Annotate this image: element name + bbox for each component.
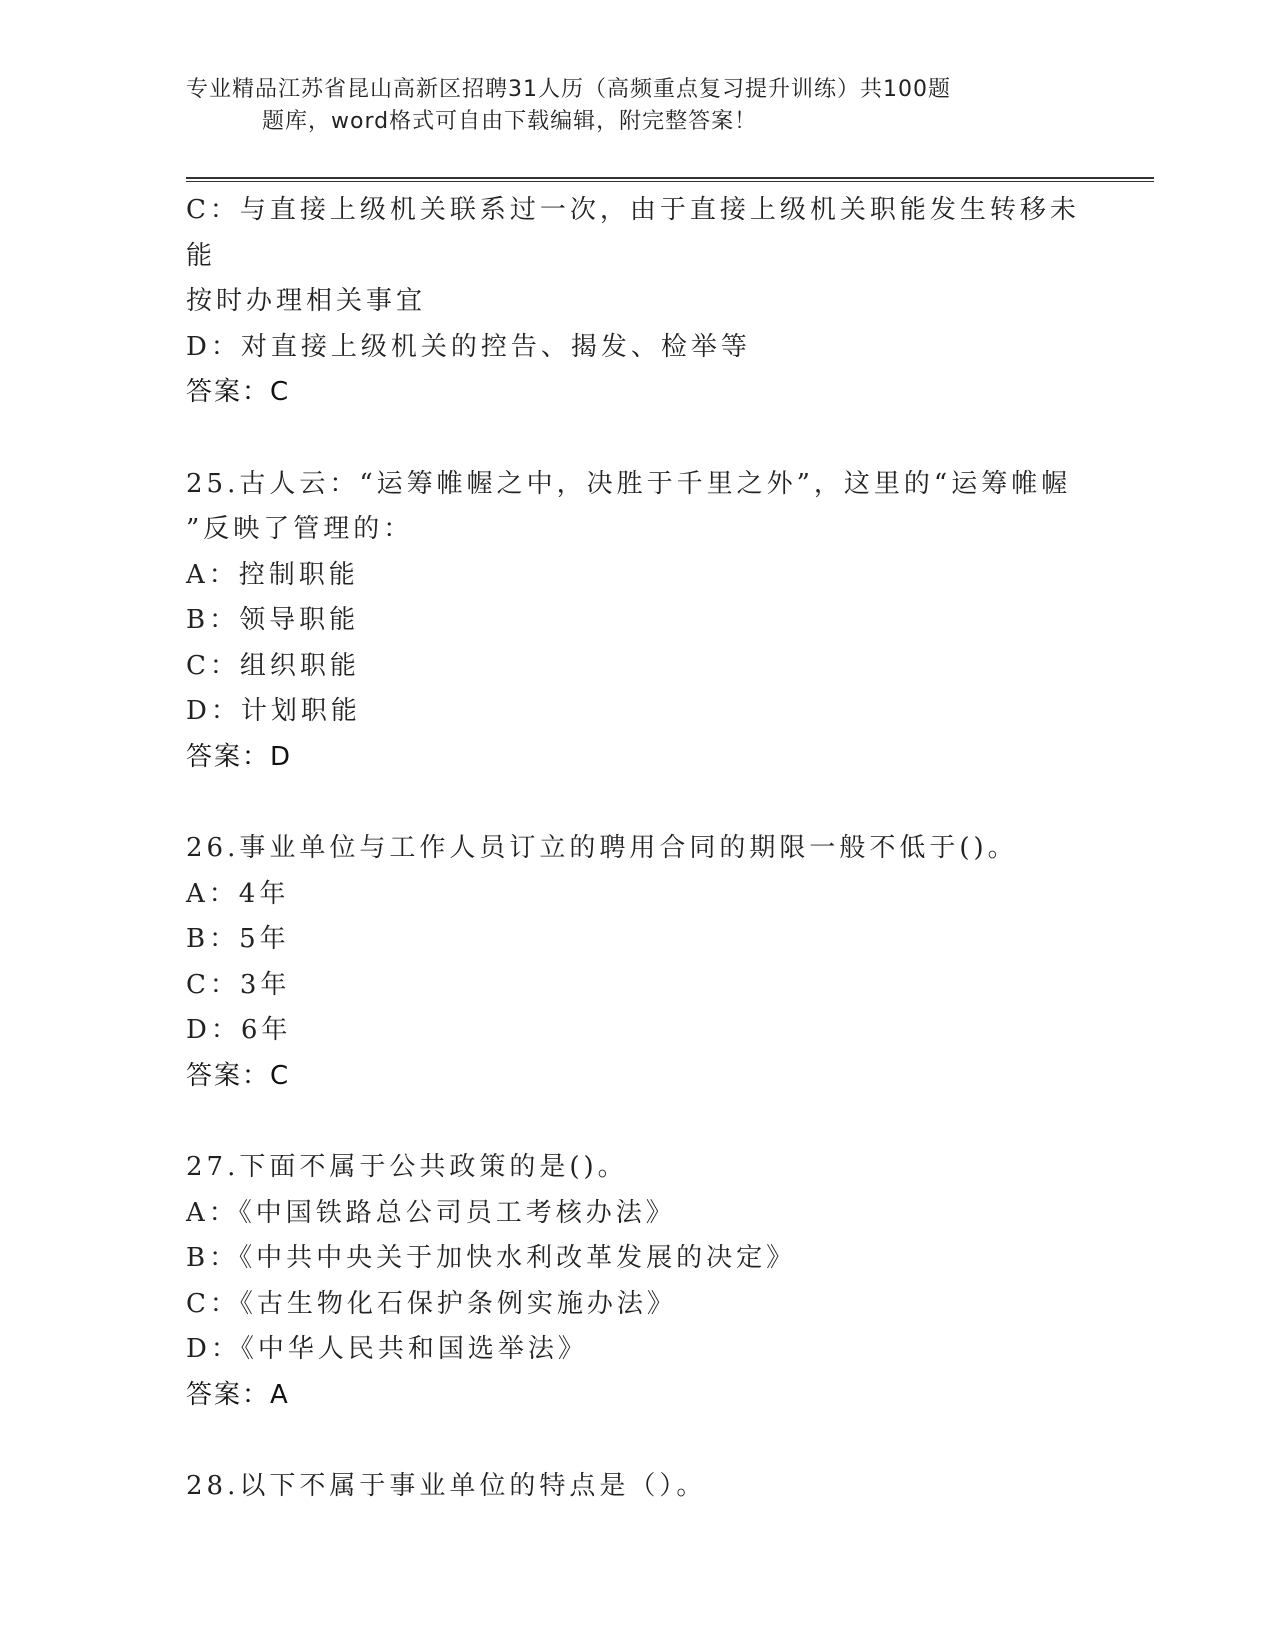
question-24-tail: [186, 188, 1086, 416]
question-25: [186, 462, 1086, 781]
q24-answer: 答案：C: [186, 377, 291, 407]
q26-option-c: C：3年: [186, 969, 291, 1000]
q25-option-b: B：领导职能: [186, 605, 360, 635]
q25-answer: 答案：D: [186, 741, 293, 772]
question-content: [186, 188, 1086, 1510]
q26-answer: 答案：C: [186, 1060, 291, 1091]
spacer: [186, 1099, 1086, 1145]
question-26: [186, 826, 1086, 1099]
q27-stem: 27.下面不属于公共政策的是()。: [186, 1152, 628, 1182]
q26-option-a: A：4年: [186, 878, 290, 909]
spacer: [186, 780, 1086, 826]
q25-stem-line1: 25.古人云：“运筹帷幄之中，决胜于千里之外”，这里的“运筹帷幄: [186, 468, 1072, 499]
q27-option-c: C：《古生物化石保护条例实施办法》: [186, 1288, 677, 1319]
q27-option-b: B：《中共中央关于加快水利改革发展的决定》: [186, 1243, 797, 1273]
q25-option-a: A：控制职能: [186, 559, 359, 590]
question-28: [186, 1464, 1086, 1510]
q26-option-d: D：6年: [186, 1015, 292, 1045]
q24-option-d: D：对直接上级机关的控告、揭发、检举等: [186, 331, 751, 362]
spacer: [186, 1418, 1086, 1464]
header-title-line2: 题库，word格式可自由下载编辑，附完整答案！: [262, 109, 758, 134]
q24-option-c-line1: C：与直接上级机关联系过一次，由于直接上级机关职能发生转移未能: [186, 195, 1080, 271]
q24-option-c-line2: 按时办理相关事宜: [186, 286, 427, 316]
q26-stem: 26.事业单位与工作人员订立的聘用合同的期限一般不低于()。: [186, 833, 1018, 863]
q25-stem-line2: ”反映了管理的：: [186, 514, 414, 544]
q25-option-c: C：组织职能: [186, 650, 360, 681]
document-header: [186, 74, 1166, 138]
q27-option-a: A：《中国铁路总公司员工考核办法》: [186, 1197, 676, 1228]
question-27: [186, 1145, 1086, 1418]
header-divider: [186, 177, 1154, 182]
q27-answer: 答案：A: [186, 1379, 290, 1410]
header-title-line1: 专业精品江苏省昆山高新区招聘31人历（高频重点复习提升训练）共100题: [186, 77, 951, 102]
q27-option-d: D：《中华人民共和国选举法》: [186, 1334, 588, 1364]
q25-option-d: D：计划职能: [186, 696, 361, 726]
spacer: [186, 416, 1086, 462]
q28-stem: 28.以下不属于事业单位的特点是（）。: [186, 1471, 707, 1501]
q26-option-b: B：5年: [186, 924, 290, 954]
